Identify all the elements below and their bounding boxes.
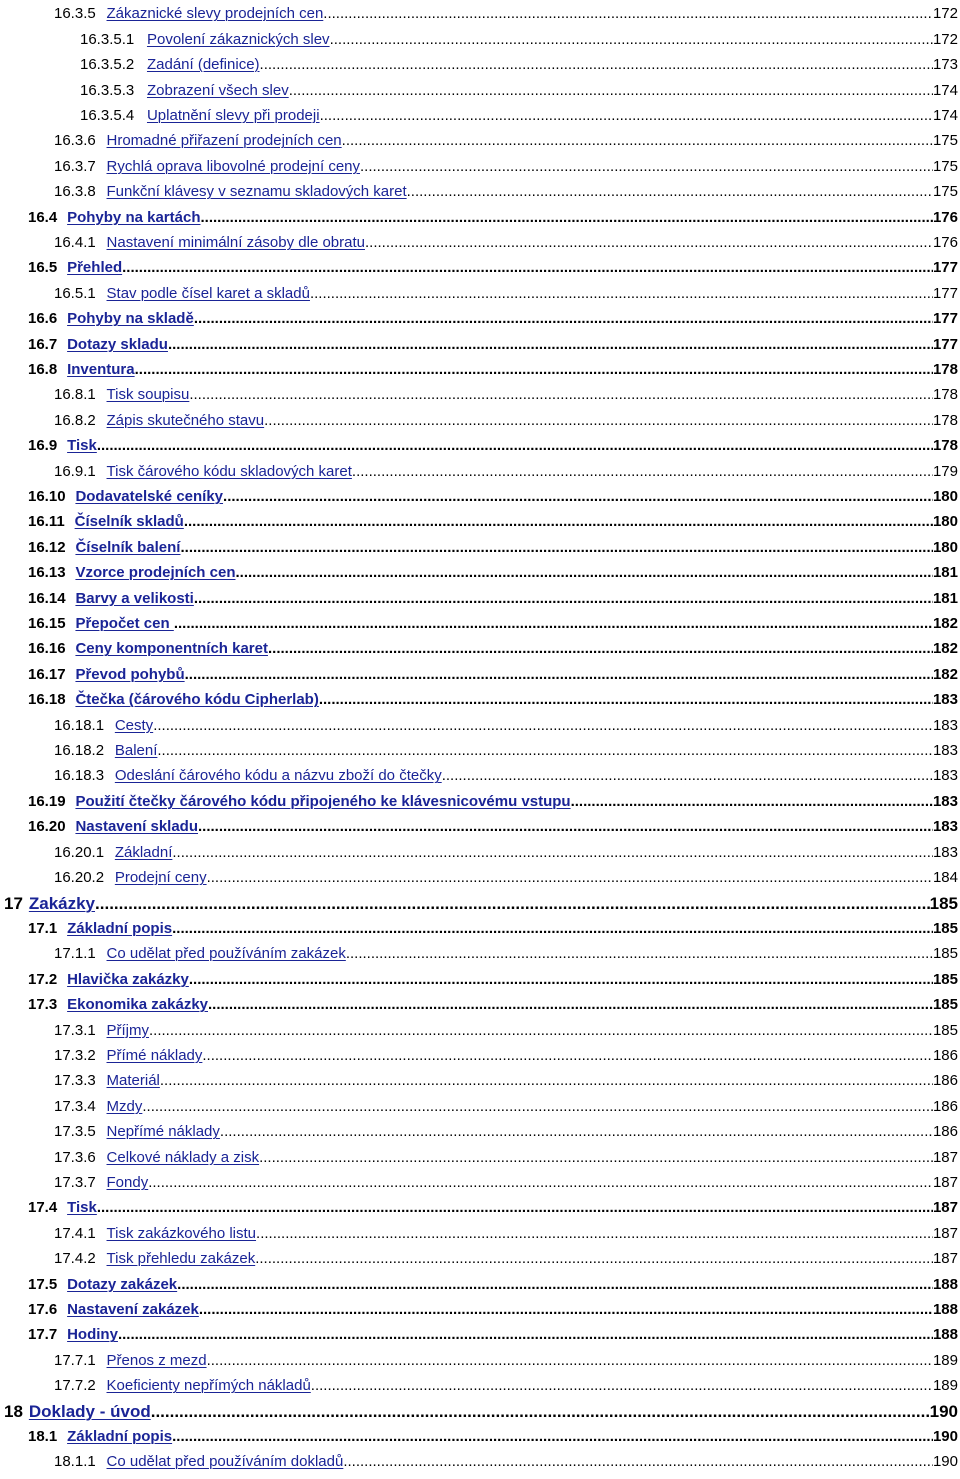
section-number: 17.3.3 bbox=[54, 1072, 96, 1090]
page-number: 183 bbox=[932, 767, 958, 785]
toc-entry[interactable] bbox=[0, 636, 958, 661]
page-number: 190 bbox=[932, 1453, 958, 1471]
page-number: 190 bbox=[929, 1401, 958, 1421]
page-number: 188 bbox=[932, 1275, 958, 1293]
section-number: 17.4.1 bbox=[54, 1224, 96, 1242]
dot-leader bbox=[259, 1145, 933, 1170]
page-number: 174 bbox=[932, 106, 958, 124]
page-number: 175 bbox=[932, 183, 958, 201]
section-title-link[interactable]: Přepočet cen bbox=[75, 615, 174, 633]
section-number: 16.18 bbox=[28, 691, 66, 709]
toc-entry[interactable] bbox=[0, 484, 958, 509]
toc-entry[interactable] bbox=[0, 1195, 958, 1220]
section-number: 16.14 bbox=[28, 589, 66, 607]
toc-entry[interactable] bbox=[0, 382, 958, 407]
section-number: 16.9 bbox=[28, 437, 58, 455]
dot-leader bbox=[310, 281, 933, 306]
section-title-link[interactable]: Čtečka (čárového kódu Cipherlab) bbox=[75, 691, 319, 709]
section-number: 17.7.2 bbox=[54, 1377, 96, 1395]
toc-entry[interactable] bbox=[0, 1094, 958, 1119]
page-number: 185 bbox=[929, 893, 958, 913]
section-number: 17.3.2 bbox=[54, 1046, 96, 1064]
toc-entry[interactable] bbox=[0, 1424, 958, 1449]
section-title-link[interactable]: Uplatnění slevy při prodeji bbox=[146, 106, 320, 124]
toc-entry[interactable] bbox=[0, 459, 958, 484]
toc-entry[interactable] bbox=[0, 1449, 958, 1474]
page-number: 177 bbox=[932, 259, 958, 277]
dot-leader bbox=[207, 1348, 933, 1373]
dot-leader bbox=[260, 52, 933, 77]
section-title-link[interactable]: Číselník balení bbox=[75, 538, 181, 556]
section-title-link[interactable]: Dodavatelské ceníky bbox=[75, 488, 224, 506]
dot-leader bbox=[172, 916, 933, 941]
section-title-link[interactable]: Použití čtečky čárového kódu připojeného ke klávesnicovému vstupu bbox=[75, 792, 571, 810]
toc-entry[interactable] bbox=[0, 586, 958, 611]
page-number: 183 bbox=[932, 691, 958, 709]
toc-entry[interactable] bbox=[0, 560, 958, 585]
section-number: 16.19 bbox=[28, 792, 66, 810]
toc-entry[interactable] bbox=[0, 78, 958, 103]
dot-leader bbox=[180, 535, 932, 560]
section-title-link[interactable]: Co udělat před používáním zakázek bbox=[106, 945, 346, 963]
dot-leader bbox=[320, 103, 933, 128]
toc-entry[interactable] bbox=[0, 535, 958, 560]
page-number: 188 bbox=[932, 1301, 958, 1319]
section-title-link[interactable]: Přenos z mezd bbox=[106, 1351, 207, 1369]
section-title-link[interactable]: Povolení zákaznických slev bbox=[146, 30, 330, 48]
section-number: 16.6 bbox=[28, 310, 58, 328]
page-number: 187 bbox=[932, 1199, 958, 1217]
dot-leader bbox=[208, 992, 933, 1017]
section-title-link[interactable]: Nepřímé náklady bbox=[106, 1123, 220, 1141]
toc-entry[interactable] bbox=[0, 1145, 958, 1170]
toc-entry[interactable] bbox=[0, 281, 958, 306]
section-title-link[interactable]: Funkční klávesy v seznamu skladových karet bbox=[106, 183, 407, 201]
section-number: 16.9.1 bbox=[54, 462, 96, 480]
toc-entry[interactable] bbox=[0, 1, 958, 26]
section-title-link[interactable]: Barvy a velikosti bbox=[75, 589, 194, 607]
section-number: 16.13 bbox=[28, 564, 66, 582]
page-number: 185 bbox=[932, 919, 958, 937]
dot-leader bbox=[360, 154, 933, 179]
toc-entry[interactable] bbox=[0, 1119, 958, 1144]
toc-entry[interactable] bbox=[0, 865, 958, 890]
page-number: 182 bbox=[932, 665, 958, 683]
section-title-link[interactable]: Materiál bbox=[106, 1072, 160, 1090]
page-number: 187 bbox=[932, 1250, 958, 1268]
section-title-link[interactable]: Číselník skladů bbox=[74, 513, 184, 531]
dot-leader bbox=[223, 484, 933, 509]
toc-entry[interactable] bbox=[0, 1348, 958, 1373]
toc-entry[interactable] bbox=[0, 1373, 958, 1398]
section-number: 17.5 bbox=[28, 1275, 58, 1293]
page-number: 187 bbox=[932, 1173, 958, 1191]
page-number: 183 bbox=[932, 742, 958, 760]
page-number: 185 bbox=[932, 1021, 958, 1039]
section-number: 18 bbox=[4, 1401, 23, 1421]
dot-leader bbox=[319, 687, 933, 712]
dot-leader bbox=[97, 1195, 933, 1220]
section-number: 16.15 bbox=[28, 615, 66, 633]
section-number: 16.20.2 bbox=[54, 869, 105, 887]
dot-leader bbox=[264, 408, 933, 433]
section-title-link[interactable]: Tisk čárového kódu skladových karet bbox=[106, 462, 352, 480]
page-number: 182 bbox=[932, 615, 958, 633]
page-number: 177 bbox=[932, 284, 958, 302]
section-number: 16.3.5.1 bbox=[80, 30, 135, 48]
dot-leader bbox=[289, 78, 933, 103]
section-title-link[interactable]: Zákaznické slevy prodejních cen bbox=[106, 5, 324, 23]
toc-entry[interactable] bbox=[0, 789, 958, 814]
dot-leader bbox=[172, 840, 933, 865]
section-number: 16.20.1 bbox=[54, 843, 105, 861]
section-number: 16.8.2 bbox=[54, 411, 96, 429]
page-number: 184 bbox=[932, 869, 958, 887]
section-title-link[interactable]: Převod pohybů bbox=[75, 665, 185, 683]
section-number: 17.3.6 bbox=[54, 1148, 96, 1166]
toc-entry[interactable] bbox=[0, 1221, 958, 1246]
page-number: 178 bbox=[932, 386, 958, 404]
section-title-link[interactable]: Ekonomika zakázky bbox=[67, 996, 208, 1014]
toc-entry[interactable] bbox=[0, 27, 958, 52]
page-number: 182 bbox=[932, 640, 958, 658]
section-number: 18.1.1 bbox=[54, 1453, 96, 1471]
page-number: 180 bbox=[932, 538, 958, 556]
section-title-link[interactable]: Zobrazení všech slev bbox=[146, 81, 289, 99]
section-number: 16.4 bbox=[28, 208, 58, 226]
toc-entry[interactable] bbox=[0, 1043, 958, 1068]
page-number: 185 bbox=[932, 970, 958, 988]
dot-leader bbox=[194, 306, 933, 331]
page-number: 183 bbox=[932, 716, 958, 734]
toc-entry[interactable] bbox=[0, 433, 958, 458]
page-number: 183 bbox=[932, 818, 958, 836]
toc-entry[interactable] bbox=[0, 205, 958, 230]
dot-leader bbox=[172, 1424, 933, 1449]
dot-leader bbox=[342, 128, 933, 153]
section-title-link[interactable]: Zakázky bbox=[28, 893, 96, 913]
section-number: 16.3.7 bbox=[54, 157, 96, 175]
page-number: 185 bbox=[932, 996, 958, 1014]
toc-entry[interactable] bbox=[0, 1018, 958, 1043]
page-number: 172 bbox=[932, 5, 958, 23]
section-number: 16.3.6 bbox=[54, 132, 96, 150]
section-title-link[interactable]: Pohyby na skladě bbox=[67, 310, 194, 328]
toc-entry[interactable] bbox=[0, 738, 958, 763]
section-number: 16.8 bbox=[28, 360, 58, 378]
dot-leader bbox=[202, 1043, 933, 1068]
section-number: 16.18.3 bbox=[54, 767, 105, 785]
toc-entry[interactable] bbox=[0, 1399, 958, 1424]
toc-entry[interactable] bbox=[0, 103, 958, 128]
toc-entry[interactable] bbox=[0, 814, 958, 839]
section-title-link[interactable]: Hlavička zakázky bbox=[67, 970, 189, 988]
toc-entry[interactable] bbox=[0, 179, 958, 204]
section-title-link[interactable]: Základní popis bbox=[67, 1428, 173, 1446]
dot-leader bbox=[148, 1170, 933, 1195]
toc-entry[interactable] bbox=[0, 509, 958, 534]
section-title-link[interactable]: Doklady - úvod bbox=[28, 1401, 151, 1421]
toc-entry[interactable] bbox=[0, 763, 958, 788]
page-number: 186 bbox=[932, 1046, 958, 1064]
section-title-link[interactable]: Co udělat před používáním dokladů bbox=[106, 1453, 344, 1471]
section-number: 16.8.1 bbox=[54, 386, 96, 404]
toc-entry[interactable] bbox=[0, 332, 958, 357]
section-title-link[interactable]: Mzdy bbox=[106, 1097, 143, 1115]
section-title-link[interactable]: Příjmy bbox=[106, 1021, 150, 1039]
section-title-link[interactable]: Fondy bbox=[106, 1173, 149, 1191]
toc-entry[interactable] bbox=[0, 1068, 958, 1093]
section-number: 16.4.1 bbox=[54, 233, 96, 251]
dot-leader bbox=[149, 1018, 933, 1043]
section-title-link[interactable]: Zápis skutečného stavu bbox=[106, 411, 265, 429]
section-number: 17.3.1 bbox=[54, 1021, 96, 1039]
dot-leader bbox=[153, 713, 933, 738]
page-number: 189 bbox=[932, 1377, 958, 1395]
page-number: 189 bbox=[932, 1351, 958, 1369]
section-number: 17.1.1 bbox=[54, 945, 96, 963]
page-number: 185 bbox=[932, 945, 958, 963]
dot-leader bbox=[198, 814, 933, 839]
dot-leader bbox=[407, 179, 933, 204]
section-number: 16.7 bbox=[28, 335, 58, 353]
toc-entry[interactable] bbox=[0, 1272, 958, 1297]
section-number: 17.3 bbox=[28, 996, 58, 1014]
toc-entry[interactable] bbox=[0, 1322, 958, 1347]
section-title-link[interactable]: Stav podle čísel karet a skladů bbox=[106, 284, 310, 302]
toc-entry[interactable] bbox=[0, 52, 958, 77]
dot-leader bbox=[220, 1119, 933, 1144]
section-number: 16.11 bbox=[28, 513, 65, 531]
section-number: 16.12 bbox=[28, 538, 66, 556]
section-number: 16.3.5 bbox=[54, 5, 96, 23]
toc-entry[interactable] bbox=[0, 891, 958, 916]
dot-leader bbox=[256, 1221, 933, 1246]
toc-entry[interactable] bbox=[0, 154, 958, 179]
page-number: 173 bbox=[932, 56, 958, 74]
section-title-link[interactable]: Nastavení zakázek bbox=[67, 1301, 199, 1319]
page-number: 181 bbox=[932, 589, 958, 607]
page-number: 190 bbox=[932, 1428, 958, 1446]
section-title-link[interactable]: Prodejní ceny bbox=[114, 869, 207, 887]
section-title-link[interactable]: Koeficienty nepřímých nákladů bbox=[106, 1377, 311, 1395]
dot-leader bbox=[200, 205, 932, 230]
page-number: 180 bbox=[932, 488, 958, 506]
section-title-link[interactable]: Nastavení minimální zásoby dle obratu bbox=[106, 233, 365, 251]
toc-entry[interactable] bbox=[0, 1246, 958, 1271]
page-number: 176 bbox=[932, 233, 958, 251]
dot-leader bbox=[189, 382, 933, 407]
dot-leader bbox=[311, 1373, 933, 1398]
section-number: 16.17 bbox=[28, 665, 66, 683]
section-title-link[interactable]: Cesty bbox=[114, 716, 154, 734]
section-number: 18.1 bbox=[28, 1428, 58, 1446]
toc-entry[interactable] bbox=[0, 255, 958, 280]
page-number: 177 bbox=[932, 335, 958, 353]
section-title-link[interactable]: Tisk zakázkového listu bbox=[106, 1224, 257, 1242]
section-title-link[interactable]: Ceny komponentních karet bbox=[75, 640, 268, 658]
section-number: 16.16 bbox=[28, 640, 66, 658]
section-title-link[interactable]: Hromadné přiřazení prodejních cen bbox=[106, 132, 342, 150]
section-number: 16.20 bbox=[28, 818, 66, 836]
dot-leader bbox=[571, 789, 933, 814]
dot-leader bbox=[268, 636, 933, 661]
section-title-link[interactable]: Přímé náklady bbox=[106, 1046, 203, 1064]
section-number: 17.3.5 bbox=[54, 1123, 96, 1141]
section-title-link[interactable]: Vzorce prodejních cen bbox=[75, 564, 236, 582]
section-number: 16.3.8 bbox=[54, 183, 96, 201]
section-number: 16.10 bbox=[28, 488, 66, 506]
toc-entry[interactable] bbox=[0, 941, 958, 966]
page-number: 178 bbox=[932, 437, 958, 455]
section-title-link[interactable]: Pohyby na kartách bbox=[67, 208, 201, 226]
dot-leader bbox=[160, 1068, 933, 1093]
section-number: 17.7.1 bbox=[54, 1351, 96, 1369]
section-number: 16.18.2 bbox=[54, 742, 105, 760]
dot-leader bbox=[97, 433, 933, 458]
dot-leader bbox=[352, 459, 933, 484]
toc-entry[interactable] bbox=[0, 967, 958, 992]
section-title-link[interactable]: Odeslání čárového kódu a názvu zboží do čtečky bbox=[114, 767, 442, 785]
section-title-link[interactable]: Celkové náklady a zisk bbox=[106, 1148, 260, 1166]
section-number: 17.3.4 bbox=[54, 1097, 96, 1115]
page-number: 186 bbox=[932, 1123, 958, 1141]
dot-leader bbox=[142, 1094, 933, 1119]
dot-leader bbox=[168, 332, 933, 357]
page-number: 187 bbox=[932, 1148, 958, 1166]
toc-entry[interactable] bbox=[0, 662, 958, 687]
page-number: 176 bbox=[932, 208, 958, 226]
toc-entry[interactable] bbox=[0, 306, 958, 331]
section-title-link[interactable]: Přehled bbox=[67, 259, 123, 277]
toc-entry[interactable] bbox=[0, 1170, 958, 1195]
section-title-link[interactable]: Základní popis bbox=[67, 919, 173, 937]
section-number: 17 bbox=[4, 893, 23, 913]
section-title-link[interactable]: Dotazy skladu bbox=[67, 335, 168, 353]
page-number: 181 bbox=[932, 564, 958, 582]
section-title-link[interactable]: Rychlá oprava libovolné prodejní ceny bbox=[106, 157, 360, 175]
dot-leader bbox=[194, 586, 933, 611]
dot-leader bbox=[330, 27, 933, 52]
section-number: 16.18.1 bbox=[54, 716, 105, 734]
page-number: 180 bbox=[932, 513, 958, 531]
section-number: 16.3.5.2 bbox=[80, 56, 135, 74]
dot-leader bbox=[185, 662, 933, 687]
page-number: 178 bbox=[932, 411, 958, 429]
toc-entry[interactable] bbox=[0, 713, 958, 738]
toc-entry[interactable] bbox=[0, 916, 958, 941]
section-title-link[interactable]: Nastavení skladu bbox=[75, 818, 198, 836]
section-number: 17.4 bbox=[28, 1199, 58, 1217]
section-title-link[interactable]: Balení bbox=[114, 742, 158, 760]
page-number: 183 bbox=[932, 792, 958, 810]
toc-entry[interactable] bbox=[0, 687, 958, 712]
dot-leader bbox=[199, 1297, 933, 1322]
section-number: 16.3.5.3 bbox=[80, 81, 135, 99]
dot-leader bbox=[122, 255, 933, 280]
dot-leader bbox=[135, 357, 933, 382]
section-title-link[interactable]: Tisk bbox=[67, 437, 97, 455]
section-number: 16.5 bbox=[28, 259, 58, 277]
section-title-link[interactable]: Základní bbox=[114, 843, 173, 861]
dot-leader bbox=[189, 967, 933, 992]
dot-leader bbox=[184, 509, 933, 534]
page-number: 183 bbox=[932, 843, 958, 861]
dot-leader bbox=[177, 1272, 933, 1297]
section-title-link[interactable]: Inventura bbox=[67, 360, 135, 378]
section-number: 16.5.1 bbox=[54, 284, 96, 302]
dot-leader bbox=[207, 865, 933, 890]
page-number: 186 bbox=[932, 1097, 958, 1115]
section-title-link[interactable]: Tisk přehledu zakázek bbox=[106, 1250, 256, 1268]
section-number: 17.1 bbox=[28, 919, 58, 937]
dot-leader bbox=[255, 1246, 933, 1271]
section-title-link[interactable]: Tisk bbox=[67, 1199, 97, 1217]
toc-entry[interactable] bbox=[0, 1297, 958, 1322]
page-number: 186 bbox=[932, 1072, 958, 1090]
dot-leader bbox=[118, 1322, 933, 1347]
toc-entry[interactable] bbox=[0, 408, 958, 433]
section-title-link[interactable]: Hodiny bbox=[67, 1326, 118, 1344]
toc-entry[interactable] bbox=[0, 128, 958, 153]
section-number: 17.3.7 bbox=[54, 1173, 96, 1191]
section-title-link[interactable]: Dotazy zakázek bbox=[67, 1275, 178, 1293]
section-number: 17.7 bbox=[28, 1326, 58, 1344]
section-title-link[interactable]: Zadání (definice) bbox=[146, 56, 260, 74]
page-number: 172 bbox=[932, 30, 958, 48]
dot-leader bbox=[365, 230, 933, 255]
dot-leader bbox=[157, 738, 933, 763]
section-number: 17.2 bbox=[28, 970, 58, 988]
page-number: 188 bbox=[932, 1326, 958, 1344]
toc-entry[interactable] bbox=[0, 230, 958, 255]
section-title-link[interactable]: Tisk soupisu bbox=[106, 386, 190, 404]
toc-entry[interactable] bbox=[0, 840, 958, 865]
toc-entry[interactable] bbox=[0, 611, 958, 636]
dot-leader bbox=[174, 611, 933, 636]
section-number: 17.4.2 bbox=[54, 1250, 96, 1268]
dot-leader bbox=[95, 891, 930, 916]
toc-entry[interactable] bbox=[0, 357, 958, 382]
dot-leader bbox=[442, 763, 933, 788]
section-number: 17.6 bbox=[28, 1301, 58, 1319]
page-number: 175 bbox=[932, 132, 958, 150]
section-number: 16.3.5.4 bbox=[80, 106, 135, 124]
page-number: 187 bbox=[932, 1224, 958, 1242]
dot-leader bbox=[343, 1449, 933, 1474]
page-number: 179 bbox=[932, 462, 958, 480]
dot-leader bbox=[323, 1, 933, 26]
toc-entry[interactable] bbox=[0, 992, 958, 1017]
dot-leader bbox=[151, 1399, 930, 1424]
dot-leader bbox=[235, 560, 932, 585]
page-number: 178 bbox=[932, 360, 958, 378]
page-number: 174 bbox=[932, 81, 958, 99]
page-number: 177 bbox=[932, 310, 958, 328]
dot-leader bbox=[346, 941, 933, 966]
page-number: 175 bbox=[932, 157, 958, 175]
